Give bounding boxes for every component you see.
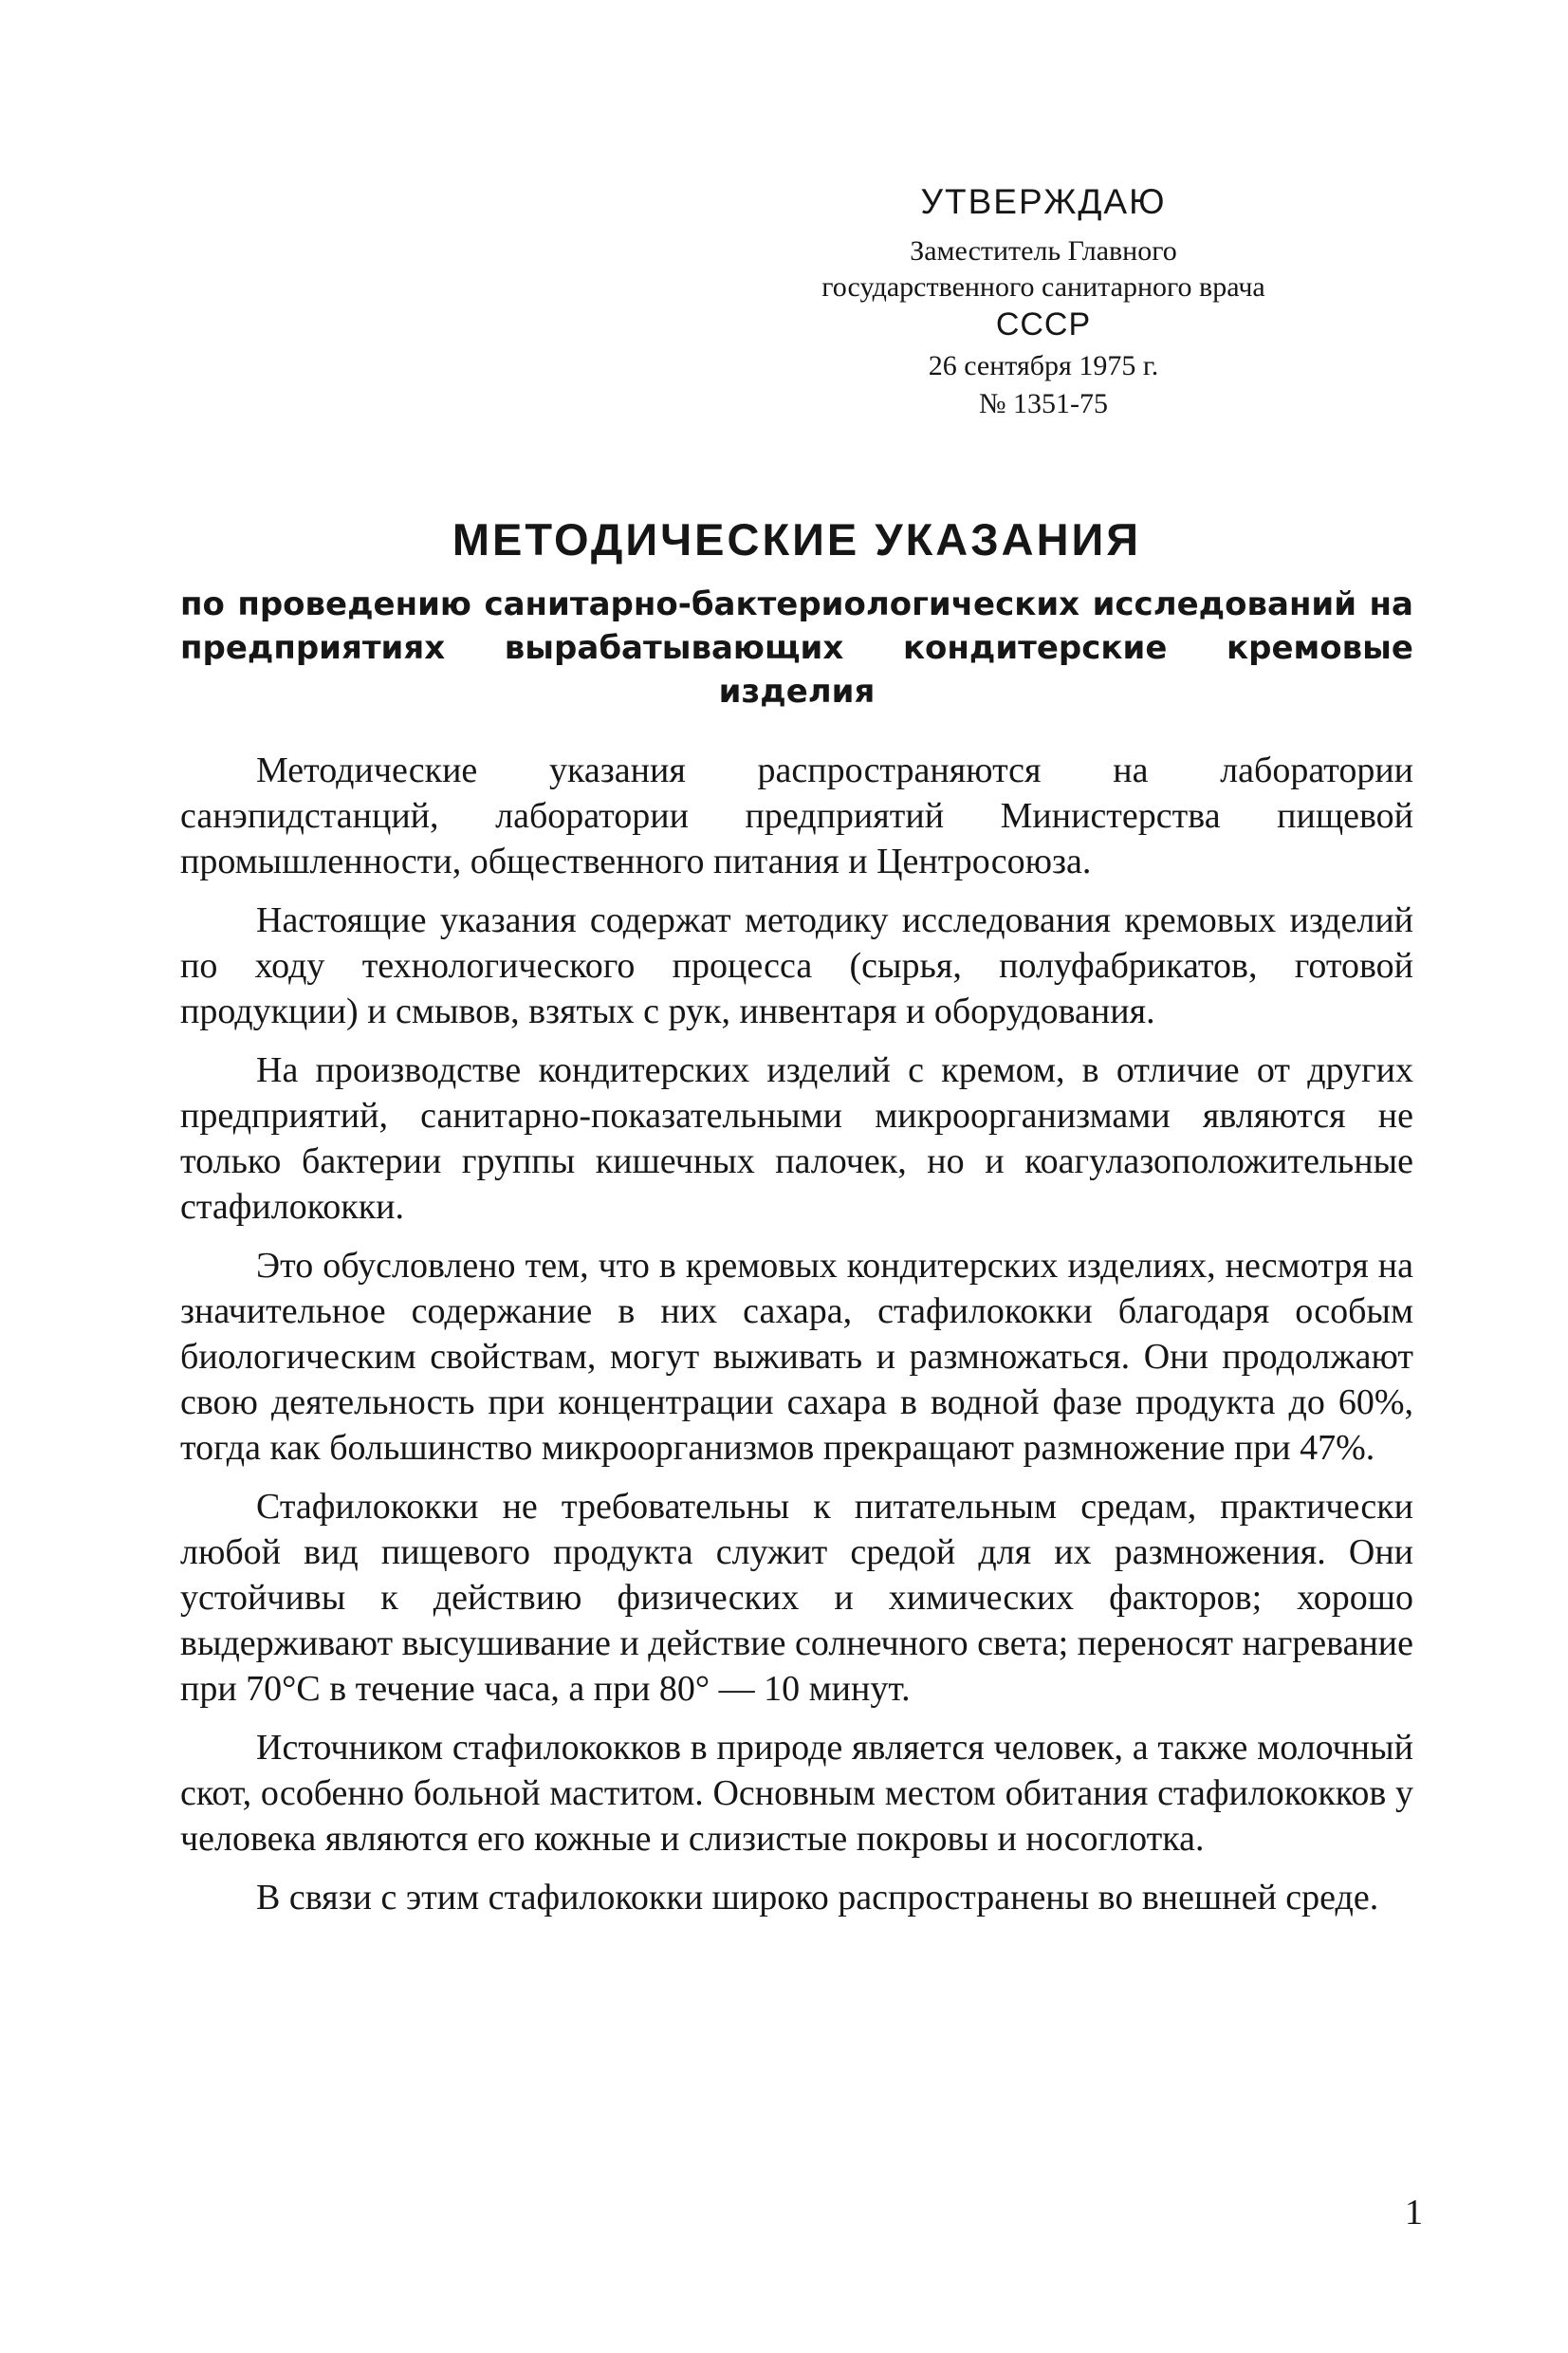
body-paragraph: Настоящие указания содержат методику исследования кремовых изделий по ходу технологического процесса (сырья, полуфабрикатов, готовой продукции) и смывов, взятых с рук, инвентаря и оборудования. (180, 900, 1413, 1031)
body-paragraph: Источником стафилококков в природе является человек, а также молочный скот, особенно больной маститом. Основным местом обитания стафилококков у человека являются его кожные и слизистые покровы и носоглотка. (180, 1728, 1413, 1859)
body-paragraph: Методические указания распространяются на лаборатории санэпидстанций, лаборатории предприятий Министерства пищевой промышленности, общественного питания и Центросоюза. (180, 750, 1413, 881)
document-heading (180, 510, 1413, 713)
approval-country: СССР (995, 306, 1092, 343)
approval-date: 26 сентября 1975 г. (928, 350, 1159, 381)
body-paragraph: На производстве кондитерских изделий с кремом, в отличие от других предприятий, санитарно-показательными микроорганизмами являются не только бактерии группы кишечных палочек, но и коагулазоположительные стафилококки. (180, 1050, 1413, 1227)
document-subtitle: по проведению санитарно-бактериологических исследований на предприятиях вырабатывающих кондитерские кремовые изделия (180, 585, 1413, 711)
approval-title: УТВЕРЖДАЮ (920, 182, 1167, 221)
body-paragraph: В связи с этим стафилококки широко распространены во внешней среде. (256, 1878, 1379, 1918)
approval-position-line1: Заместитель Главного (910, 235, 1177, 267)
body-paragraph: Стафилококки не требовательны к питательным средам, практически любой вид пищевого продукта служит средой для их размножения. Они устойчивы к действию физических и химических факторов; хорошо выдерживают высушивание и действие солнечного света; переносят нагревание при 70°С в течение часа, а при 80° — 10 минут. (180, 1487, 1413, 1709)
approval-block (778, 180, 1309, 423)
approval-position-line2: государственного санитарного врача (821, 271, 1265, 303)
approval-number: № 1351-75 (978, 388, 1109, 419)
document-body (180, 748, 1413, 1934)
body-paragraph: Это обусловлено тем, что в кремовых кондитерских изделиях, несмотря на значительное содержание в них сахара, стафилококки благодаря особым биологическим свойствам, могут выживать и размножаться. Они продолжают свою деятельность при концентрации сахара в водной фазе продукта до 60%, тогда как большинство микроорганизмов прекращают размножение при 47%. (180, 1246, 1413, 1468)
page-number: 1 (1405, 2193, 1423, 2233)
document-title: МЕТОДИЧЕСКИЕ УКАЗАНИЯ (452, 514, 1142, 565)
